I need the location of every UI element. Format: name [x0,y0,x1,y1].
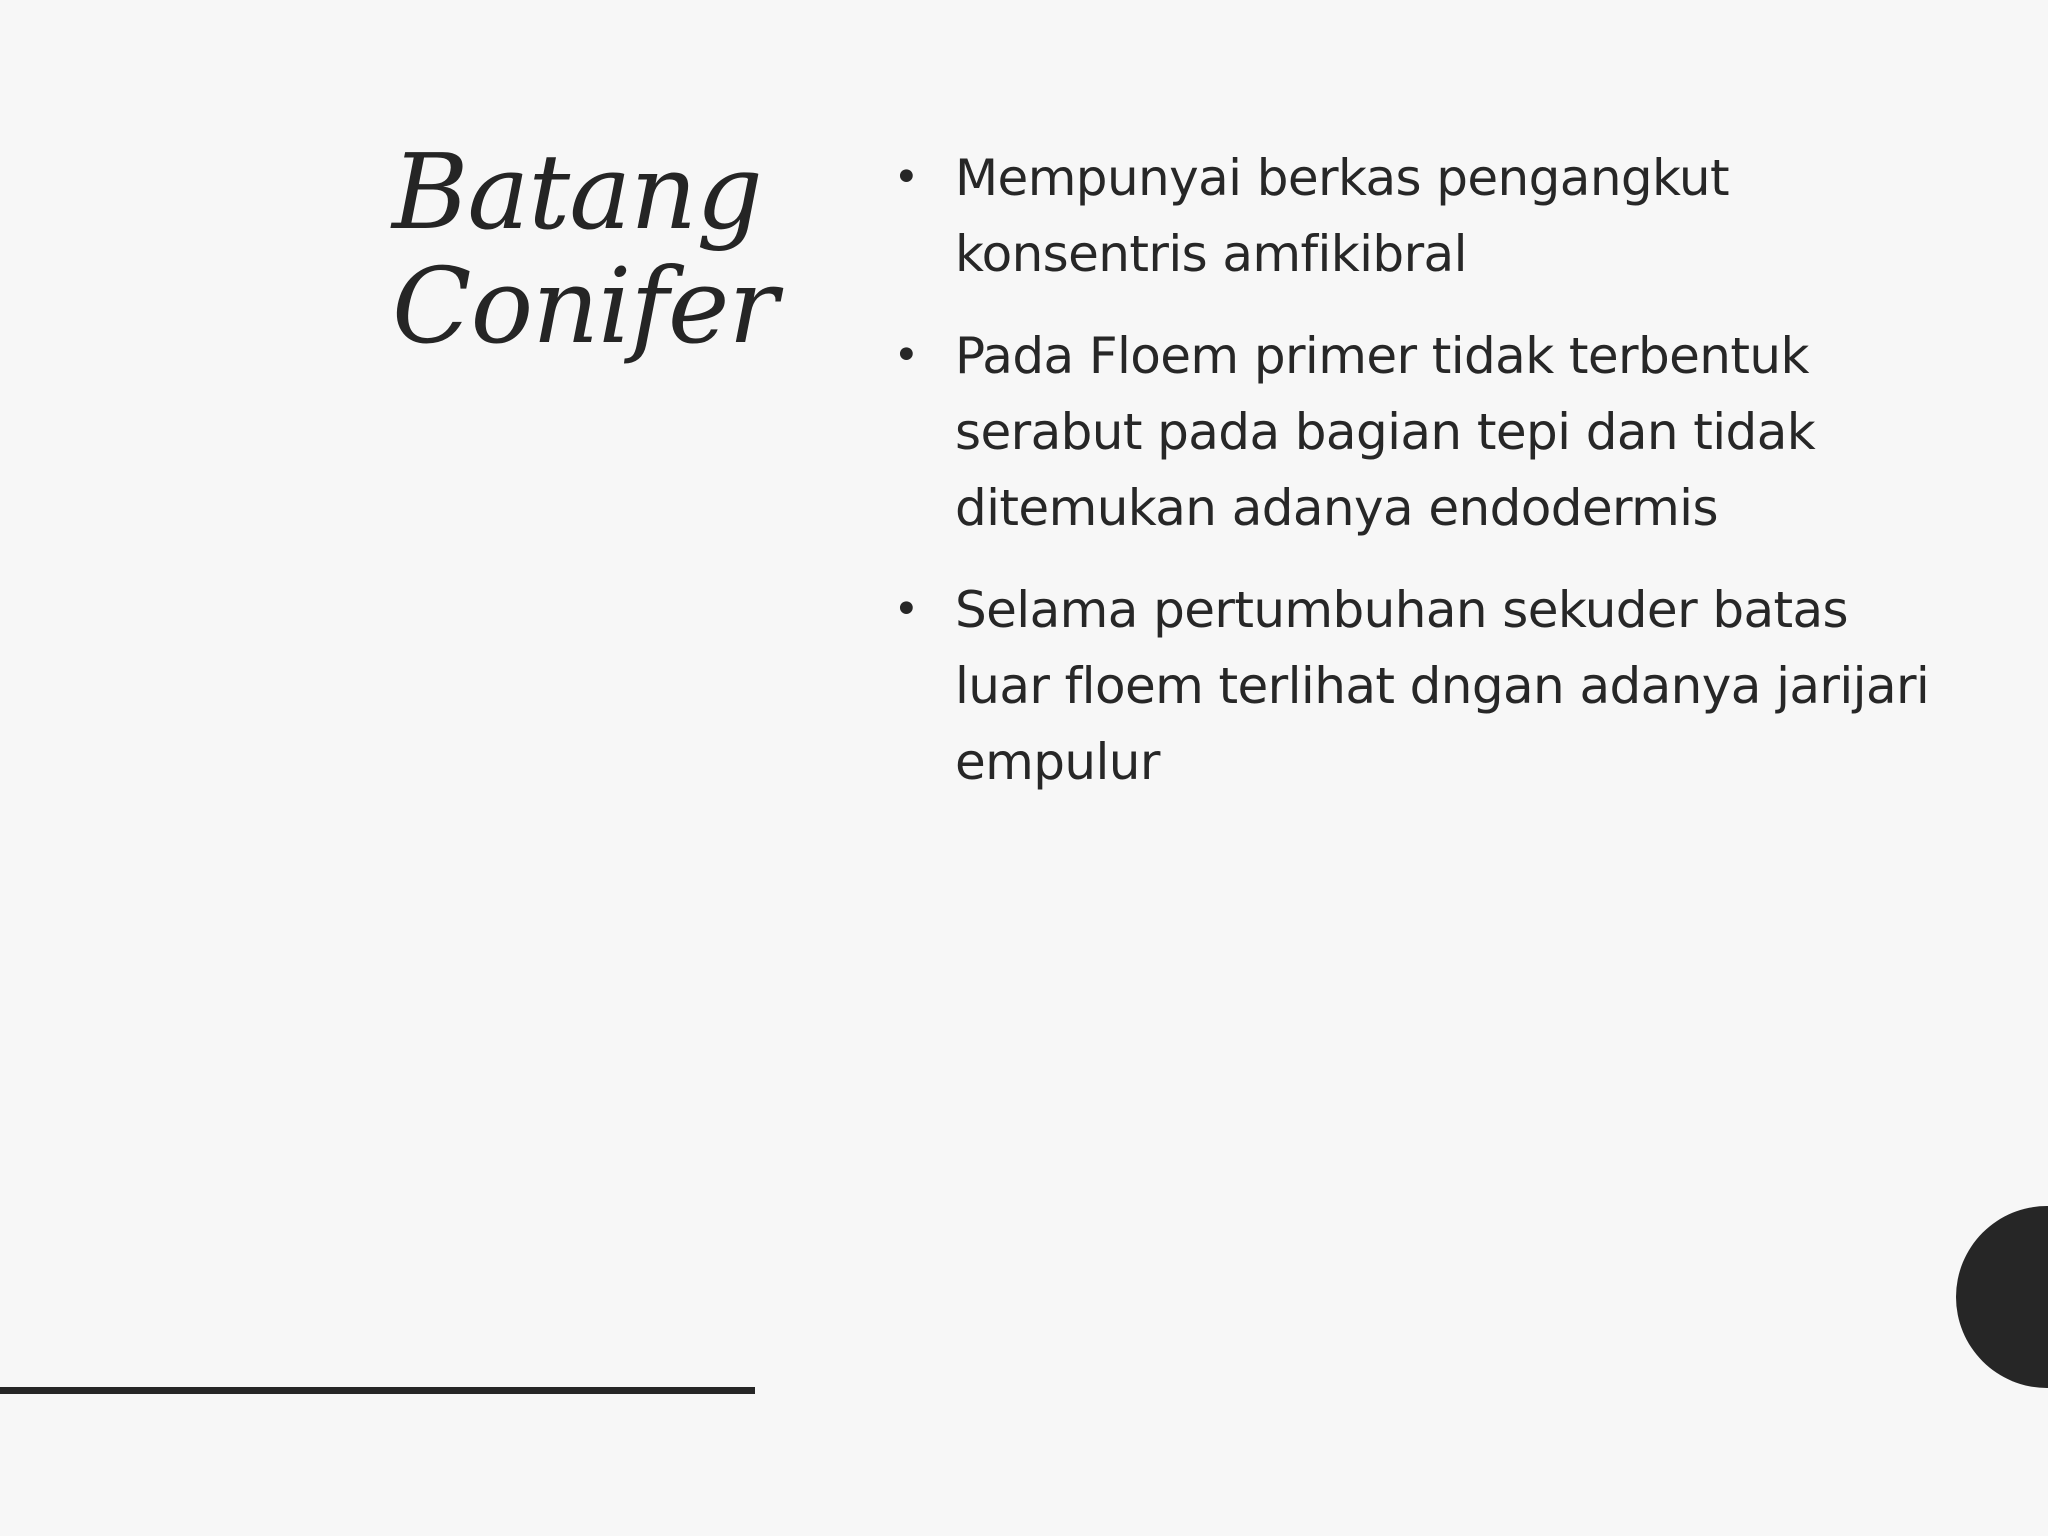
bullet-item [886,140,1966,292]
bottom-divider [0,1387,755,1394]
bullet-line: Selama pertumbuhan sekuder batas [955,581,1849,639]
decorative-circle [1956,1206,2048,1388]
bullet-list [886,140,1966,800]
bullet-item [886,572,1966,800]
title-block [392,131,782,367]
slide-title: Batang Conifer [392,131,778,367]
bullet-line: luar floem terlihat dngan adanya jarijari [955,657,1930,715]
bullet-line: Mempunyai berkas pengangkut [955,149,1729,207]
content-block [886,140,1966,826]
bullet-line: Pada Floem primer tidak terbentuk [955,327,1809,385]
bullet-item [886,318,1966,546]
bullet-marker: • [893,152,919,203]
bullet-line: serabut pada bagian tepi dan tidak [955,403,1816,461]
bullet-line: ditemukan adanya endodermis [955,479,1718,537]
bullet-line: konsentris amfikibral [955,225,1467,283]
bullet-marker: • [893,584,919,635]
bullet-marker: • [893,330,919,381]
bullet-line: empulur [955,733,1160,791]
